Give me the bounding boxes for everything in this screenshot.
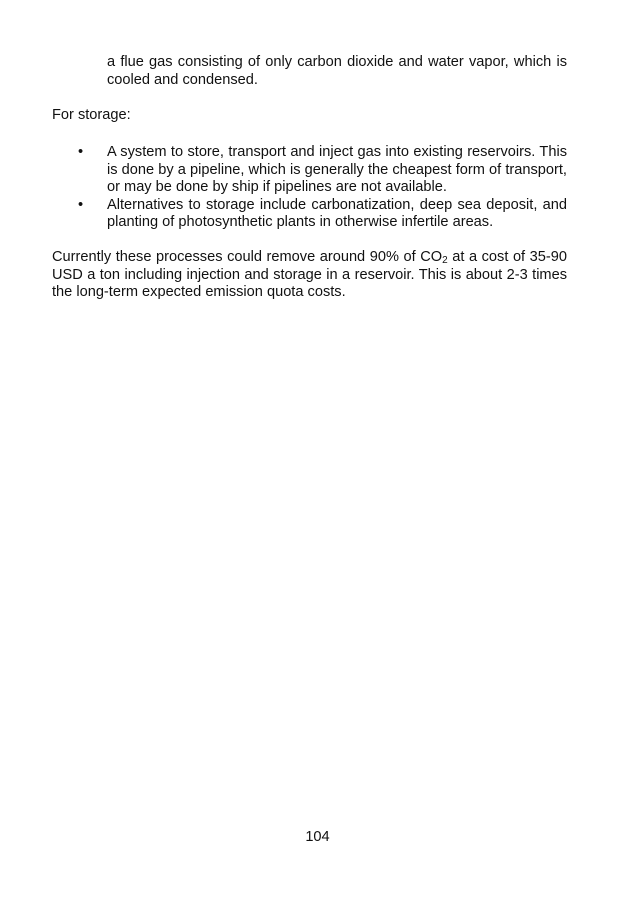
- bullet-icon: •: [78, 196, 84, 213]
- bullet-icon: •: [78, 144, 84, 160]
- summary-paragraph: [52, 249, 567, 302]
- co2-subscript: 2: [442, 255, 448, 266]
- storage-bullet-list: [52, 144, 567, 232]
- summary-text-before-formula: Currently these processes could remove around 90% of CO: [52, 249, 443, 265]
- summary-text-after-formula: at a cost of 35-90 USD a ton including injection and storage in a reservoir. This is about 2-3 times the long-term expected emission quota costs.: [52, 249, 567, 300]
- storage-bullet-text: Alternatives to storage include carbonatization, deep sea deposit, and planting of photosynthetic plants in otherwise infertile areas.: [107, 196, 567, 230]
- storage-bullet-text: A system to store, transport and inject gas into existing reservoirs. This is done by a pipeline, which is generally the cheapest form of transport, or may be done by ship if pipelines are not available.: [107, 144, 567, 195]
- page-number: 104: [305, 829, 330, 845]
- storage-heading: For storage:: [52, 107, 131, 123]
- storage-bullet-item: [52, 144, 567, 197]
- continued-paragraph: a flue gas consisting of only carbon dioxide and water vapor, which is cooled and condensed.: [107, 54, 567, 88]
- storage-bullet-item: [52, 197, 567, 232]
